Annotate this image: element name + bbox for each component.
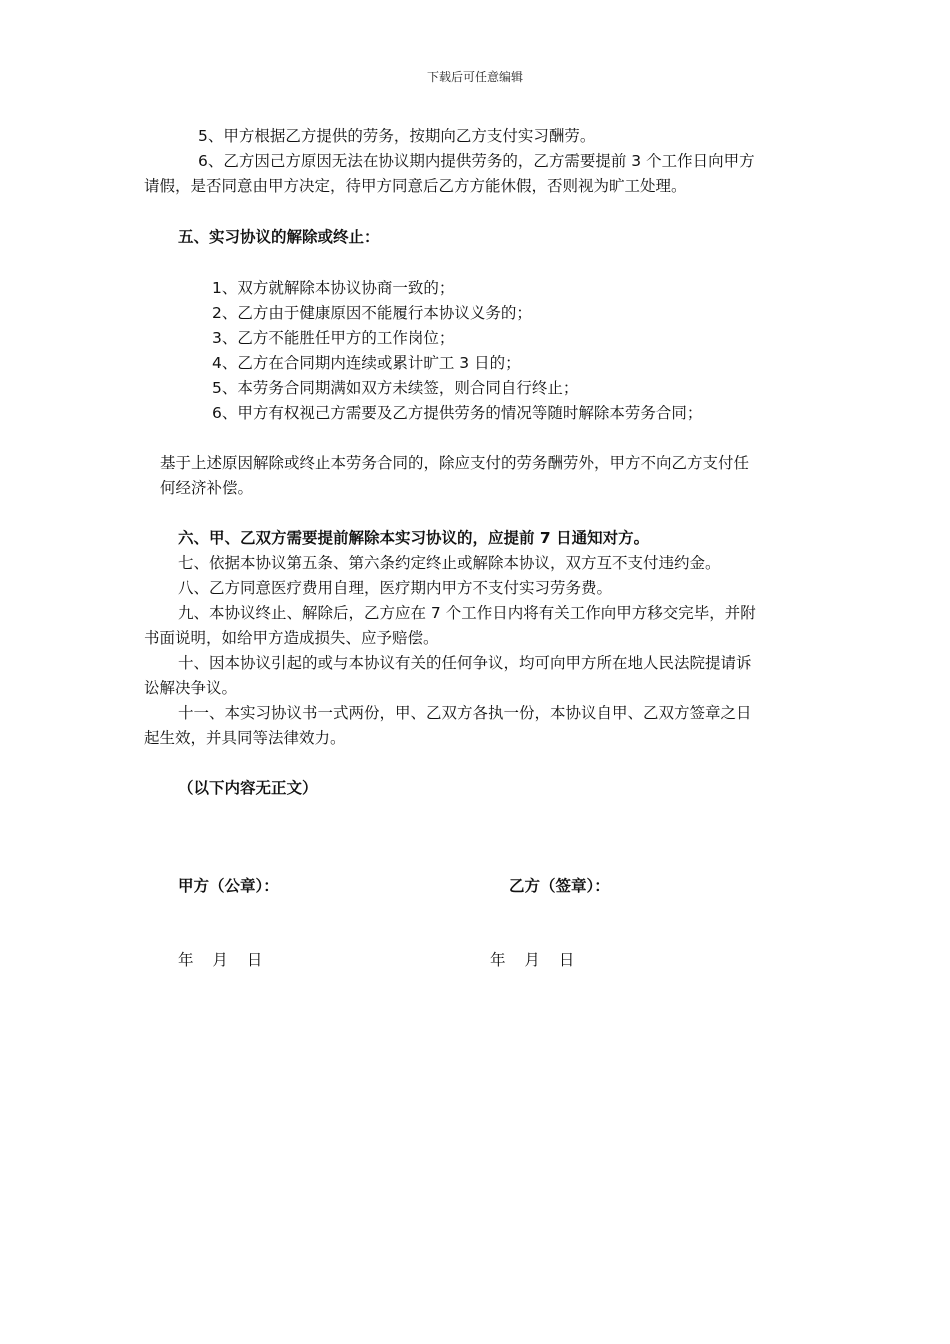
section-5-item: 6、甲方有权视己方需要及乙方提供劳务的情况等随时解除本劳务合同； — [212, 404, 703, 422]
section-7: 七、依据本协议第五条、第六条约定终止或解除本协议，双方互不支付违约金。 — [178, 554, 721, 572]
section-10-line1: 十、因本协议引起的或与本协议有关的任何争议，均可向甲方所在地人民法院提请诉 — [178, 654, 752, 672]
section-9-line2: 书面说明，如给甲方造成损失、应予赔偿。 — [144, 629, 439, 647]
section-9-line1: 九、本协议终止、解除后，乙方应在 7 个工作日内将有关工作向甲方移交完毕，并附 — [178, 604, 756, 622]
clause-item-6-line2: 请假，是否同意由甲方决定，待甲方同意后乙方方能休假，否则视为旷工处理。 — [144, 177, 687, 195]
compensation-line1: 基于上述原因解除或终止本劳务合同的，除应支付的劳务酬劳外，甲方不向乙方支付任 — [160, 454, 750, 472]
section-10-line2: 讼解决争议。 — [144, 679, 238, 697]
party-a-seal-label: 甲方（公章）： — [178, 877, 279, 895]
section-8: 八、乙方同意医疗费用自理，医疗期内甲方不支付实习劳务费。 — [178, 579, 613, 597]
date-row — [178, 948, 818, 970]
section-5-item: 1、双方就解除本协议协商一致的； — [212, 279, 455, 297]
no-text-note: （以下内容无正文） — [178, 779, 318, 797]
section-5-item: 4、乙方在合同期内连续或累计旷工 3 日的； — [212, 354, 521, 372]
header-note: 下载后可任意编辑 — [426, 70, 523, 84]
party-b-date: 年 月 日 — [490, 951, 575, 969]
section-11-line1: 十一、本实习协议书一式两份，甲、乙双方各执一份，本协议自甲、乙双方签章之日 — [178, 704, 752, 722]
section-5-title: 五、实习协议的解除或终止： — [178, 228, 380, 246]
clause-item-6-line1: 6、乙方因己方原因无法在协议期内提供劳务的，乙方需要提前 3 个工作日向甲方 — [198, 152, 755, 170]
party-a-date: 年 月 日 — [178, 951, 263, 969]
section-5-item: 2、乙方由于健康原因不能履行本协议义务的； — [212, 304, 532, 322]
compensation-line2: 何经济补偿。 — [160, 479, 254, 497]
section-5-item: 3、乙方不能胜任甲方的工作岗位； — [212, 329, 455, 347]
section-5-item: 5、本劳务合同期满如双方未续签，则合同自行终止； — [212, 379, 579, 397]
clause-item-5: 5、甲方根据乙方提供的劳务，按期向乙方支付实习酬劳。 — [198, 127, 596, 145]
signature-row — [178, 874, 818, 896]
section-11-line2: 起生效，并具同等法律效力。 — [144, 729, 346, 747]
section-6: 六、甲、乙双方需要提前解除本实习协议的，应提前 7 日通知对方。 — [178, 529, 650, 547]
document-body — [144, 124, 808, 801]
party-b-sign-label: 乙方（签章）： — [509, 877, 610, 895]
